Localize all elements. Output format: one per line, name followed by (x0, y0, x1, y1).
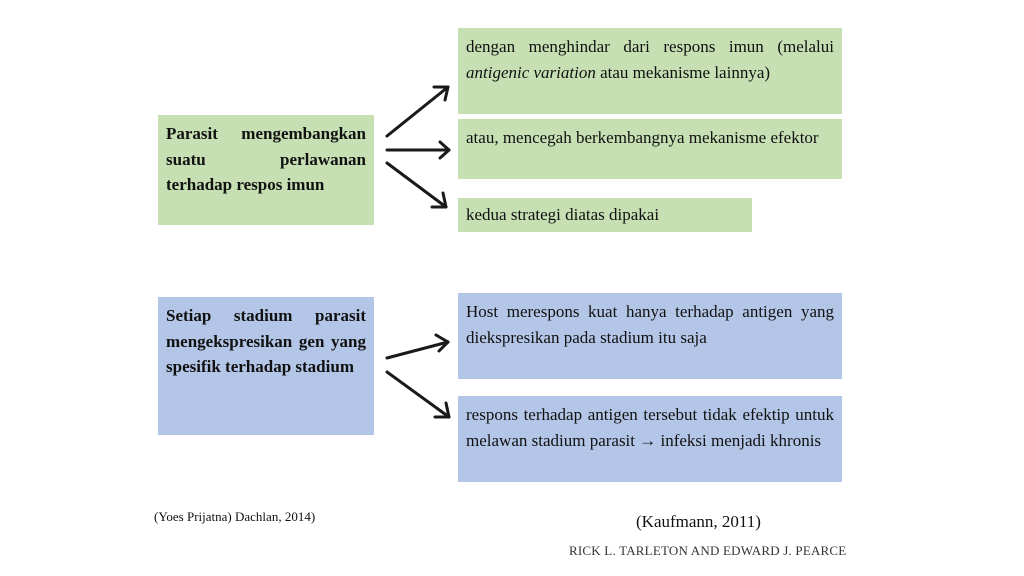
immune-evasion-text-start: dengan menghindar dari respons imun (melalui (466, 37, 834, 56)
arrow-to-immune-evasion (387, 87, 448, 136)
prevent-effector-text: atau, mencegah berkembangnya mekanisme efektor (466, 128, 819, 147)
parasite-resistance-text: Parasit mengembangkan suatu perlawanan terhadap respos imun (166, 124, 366, 194)
stage-specific-gene-text: Setiap stadium parasit mengekspresikan gen yang spesifik terhadap stadium (166, 306, 366, 376)
chronic-infection-text: respons terhadap antigen tersebut tidak efektip untuk melawan stadium parasit → infeksi menjadi khronis (466, 405, 834, 450)
citation-dachlan: (Yoes Prijatna) Dachlan, 2014) (154, 509, 316, 524)
citation-kaufmann: (Kaufmann, 2011) (636, 512, 761, 531)
citation-authors: RICK L. TARLETON AND EDWARD J. PEARCE (569, 543, 847, 558)
antigenic-variation-term: antigenic variation (466, 62, 596, 82)
arrow-to-prevent-effector (387, 142, 449, 158)
arrow-to-both-strategies (387, 163, 446, 207)
host-response-text: Host merespons kuat hanya terhadap antigen yang diekspresikan pada stadium itu saja (466, 302, 834, 347)
arrow-to-chronic-infection (387, 372, 449, 417)
immune-evasion-text-end: atau mekanisme lainnya) (595, 62, 771, 82)
arrow-to-host-response (387, 335, 448, 358)
both-strategies-text: kedua strategi diatas dipakai (466, 205, 660, 224)
